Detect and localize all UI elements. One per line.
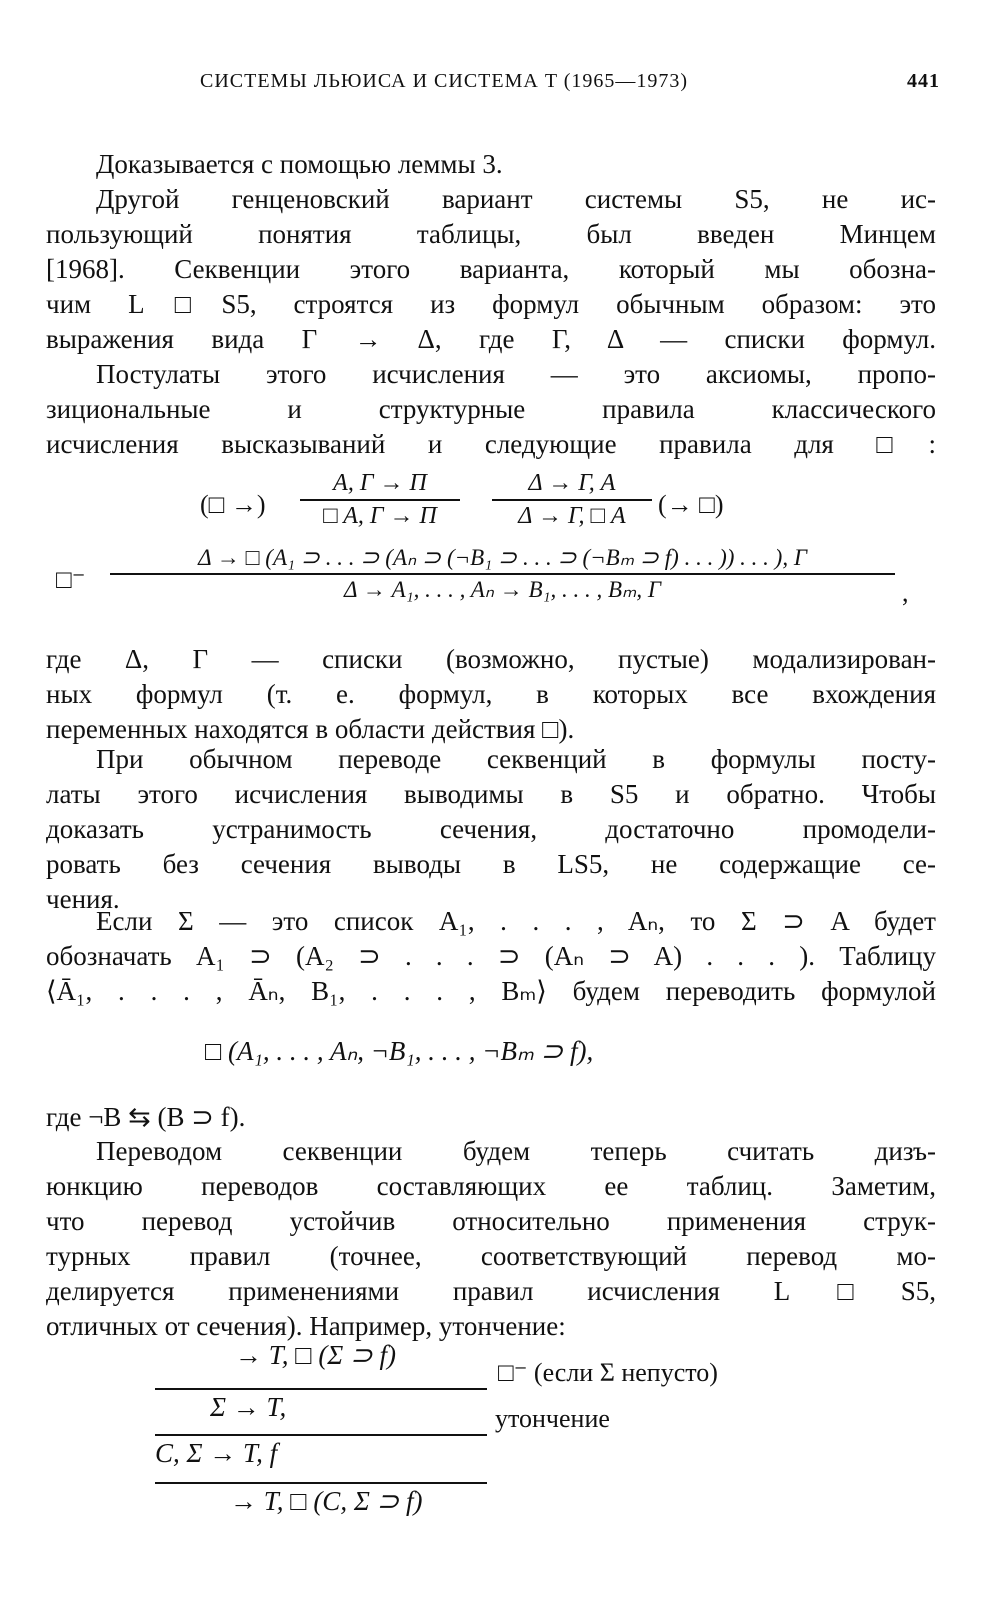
page-number: 441 [907, 70, 940, 92]
text-line: латы этого исчисления выводимы в S5 и обратно. Чтобы [46, 779, 936, 809]
text-line: где Δ, Γ — списки (возможно, пустые) модализирован- [46, 644, 936, 674]
text-line: переменных находятся в области действия □). [46, 714, 575, 744]
rule-label-box-left: (□ →) [200, 490, 266, 519]
tree-label-2: утончение [495, 1404, 610, 1433]
rule-denominator: Δ → A₁, . . . , Aₙ → B₁, . . . , Bₘ, Γ [344, 577, 661, 602]
paragraph-4 [46, 642, 936, 747]
paragraph-2 [46, 182, 936, 357]
rule-label-box-right: (→ □) [658, 490, 724, 519]
rule-denominator: □ A, Γ → Π [323, 503, 437, 529]
rule-comma: , [902, 578, 909, 607]
text-line: При обычном переводе секвенций в формулы посту- [96, 744, 936, 774]
text-line: зициональные и структурные правила классического [46, 394, 936, 424]
rule-denominator: Δ → Γ, □ A [518, 503, 626, 529]
text-line: Доказывается с помощью леммы 3. [96, 149, 503, 179]
rule-bar [492, 499, 652, 501]
display-formula: □ (A₁, . . . , Aₙ, ¬B₁, . . . , ¬Bₘ ⊃ f), [205, 1036, 594, 1066]
text-line: где ¬B ⇆ (B ⊃ f). [46, 1102, 246, 1132]
tree-line-4: → T, □ (C, Σ ⊃ f) [230, 1486, 423, 1516]
tree-line-3: C, Σ → T, f [155, 1438, 278, 1468]
paragraph-8 [46, 1134, 936, 1344]
text-line: делируется применениями правил исчисления L□S5, [46, 1276, 936, 1306]
paragraph-6 [46, 904, 936, 1009]
header-title: СИСТЕМЫ ЛЬЮИСА И СИСТЕМА T (1965—1973) [200, 70, 689, 92]
rule-box-minus [110, 545, 895, 603]
text-line: ⟨Ā₁, . . . , Āₙ, B₁, . . . , Bₘ⟩ будем переводить формулой [46, 976, 936, 1006]
text-line: пользующий понятия таблицы, был введен Минцем [46, 219, 936, 249]
paragraph-3 [46, 357, 936, 462]
rule-box-left [300, 470, 460, 530]
rule-label-box-minus: □⁻ [56, 565, 86, 594]
tree-bar-1 [155, 1388, 487, 1390]
rule-box-right [492, 470, 652, 530]
text-line: Если Σ — это список A₁, . . . , Aₙ, то Σ ⊃ A будет [96, 906, 936, 936]
text-line: ровать без сечения выводы в LS5, не содержащие се- [46, 849, 936, 879]
text-line: доказать устранимость сечения, достаточно промодели- [46, 814, 936, 844]
text-line: исчисления высказываний и следующие правила для □: [46, 429, 936, 459]
text-line: чения. [46, 884, 120, 914]
rule-bar [110, 573, 895, 575]
tree-bar-3 [155, 1482, 487, 1484]
text-line: что перевод устойчив относительно применения струк- [46, 1206, 936, 1236]
running-header [200, 70, 940, 102]
paragraph-1 [46, 147, 936, 182]
text-line: Переводом секвенции будем теперь считать дизъ- [96, 1136, 936, 1166]
text-line: ных формул (т. е. формул, в которых все вхождения [46, 679, 936, 709]
rule-numerator: A, Γ → Π [333, 470, 427, 496]
rule-bar [300, 499, 460, 501]
paragraph-5 [46, 742, 936, 917]
tree-bar-2 [155, 1434, 487, 1436]
text-line: юнкцию переводов составляющих ее таблиц. Заметим, [46, 1171, 936, 1201]
text-line: обозначать A₁ ⊃ (A₂ ⊃ . . . ⊃ (Aₙ ⊃ A) . . . ). Таблицу [46, 941, 936, 971]
text-line: [1968]. Секвенции этого варианта, который мы обозна- [46, 254, 936, 284]
tree-line-1: → T, □ (Σ ⊃ f) [235, 1340, 396, 1370]
text-line: чим L□S5, строятся из формул обычным образом: это [46, 289, 936, 319]
rule-numerator: Δ → Γ, A [528, 470, 616, 496]
tree-line-2: Σ → T, [210, 1392, 287, 1422]
text-line: Постулаты этого исчисления — это аксиомы, пропо- [96, 359, 936, 389]
text-line: турных правил (точнее, соответствующий перевод мо- [46, 1241, 936, 1271]
paragraph-7 [46, 1100, 936, 1135]
text-line: отличных от сечения). Например, утончение: [46, 1311, 566, 1341]
text-line: выражения вида Γ → Δ, где Γ, Δ — списки формул. [46, 324, 936, 354]
tree-label-1: □⁻ (если Σ непусто) [498, 1358, 718, 1387]
text-line: Другой генценовский вариант системы S5, не ис- [96, 184, 936, 214]
rule-numerator: Δ → □ (A₁ ⊃ . . . ⊃ (Aₙ ⊃ (¬B₁ ⊃ . . . ⊃ (¬Bₘ ⊃ f) . . . )) . . . ), Γ [198, 545, 807, 570]
